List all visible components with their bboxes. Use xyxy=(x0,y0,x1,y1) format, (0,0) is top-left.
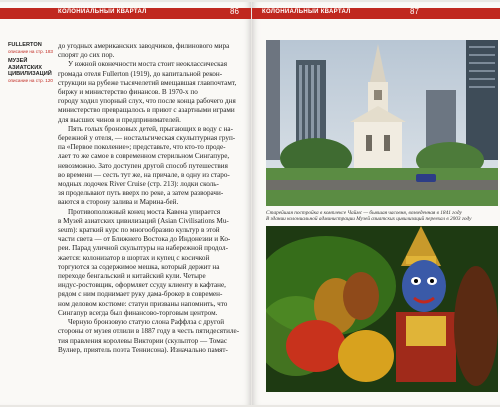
text-line: ваются в сторону залива и Марина-бей. xyxy=(58,198,179,207)
caption-line: В здании колониальной администрации Музей азиатских цивилизаций переехал в 2003 году xyxy=(266,216,472,223)
text-line: спорят до сих пор. xyxy=(58,51,115,60)
side-note-ref: описание на стр. 120 xyxy=(8,77,53,83)
text-line: У южной оконечности моста стоит неоклассическая xyxy=(68,60,227,69)
text-line: части света — от Ближнего Востока до Индонезии и Ко- xyxy=(58,235,231,244)
puppets-photo xyxy=(266,226,498,392)
text-line: в Музей азиатских цивилизаций (Asian Civilisations Mu- xyxy=(58,216,229,225)
text-line: жается: колонизатор в шортах и купец с косичкой xyxy=(58,253,210,262)
text-line: бережной у отеля, — ностальгическая скульптурная груп- xyxy=(58,134,236,143)
text-line: городу ходил упорный слух, что после конца рабочего дня xyxy=(58,97,236,106)
text-line: биржу и министерство финансов. В 1970-х по xyxy=(58,88,198,97)
text-line: зя продельвают путь вверх по реке, а затем разворачи- xyxy=(58,189,224,198)
text-line: переходе бенгальский и китайский кули. Четыре xyxy=(58,272,206,281)
text-line: модных лодочек River Cruise (стр. 213): лодки сколь- xyxy=(58,180,219,189)
photo-caption xyxy=(266,210,494,223)
text-line: струкции на рубеже тысячелетий вмещавшая главпочтамт, xyxy=(58,78,237,87)
right-page xyxy=(252,2,500,405)
text-line: торгуются за содержимое мешка, который держит на xyxy=(58,262,220,271)
page-number: 86 xyxy=(230,7,239,16)
text-line: стороны от музея отлили в 1887 году в честь пятидесятиле- xyxy=(58,327,240,336)
church-illustration xyxy=(266,40,498,206)
text-line: громада отеля Fullerton (1919), до капитальной рекон- xyxy=(58,69,223,78)
side-note-title: FULLERTON xyxy=(8,42,42,48)
text-line: Черную бронзовую статую слона Раффлза с другой xyxy=(68,318,225,327)
text-line: реи. Парад уличной скульптуры на набережной продол- xyxy=(58,244,228,253)
text-line: до угодных американских заводчиков, филинового мира xyxy=(58,42,230,50)
page-number: 87 xyxy=(410,7,419,16)
text-line: лает то же самое в современном стерильном Сингапуре, xyxy=(58,152,230,161)
header-title: КОЛОНИАЛЬНЫЙ КВАРТАЛ xyxy=(58,9,147,15)
text-line: Противоположный конец моста Кавена упирается xyxy=(68,207,221,216)
text-line: министерство превращалось в приют с азартными играми xyxy=(58,106,235,115)
side-note xyxy=(8,42,54,55)
text-line: для высших чинов и предпринимателей. xyxy=(58,115,181,124)
church-photo xyxy=(266,40,498,206)
text-line: Пять голых бронзовых детей, прыгающих в воду с на- xyxy=(68,124,233,133)
side-note-ref: описание на стр. 183 xyxy=(8,48,53,54)
text-line: Вулнер, приятель поэта Теннисона). Изначально памят- xyxy=(58,345,228,354)
text-line: па «Первое поколение»; представьте, что кто-то проде- xyxy=(58,143,226,152)
left-page xyxy=(0,2,251,405)
puppets-illustration xyxy=(266,226,498,392)
side-note-title: МУЗЕЙ АЗИАТСКИХ ЦИВИЛИЗАЦИЙ xyxy=(8,58,52,77)
caption-line: Старейшая постройка в комплексе Чаймс — бывшая часовня, возведенная в 1841 году xyxy=(266,210,462,216)
text-line: ном деловом костюме: статуи призваны напомнить, что xyxy=(58,299,228,308)
text-line: во времени — сесть тут же, на причале, в одну из старо- xyxy=(58,170,230,179)
text-line: индус-ростовщик, оформляет ссуду клиенту в кафтане, xyxy=(58,281,226,290)
text-line: тия правления королевы Виктории (скульптор — Томас xyxy=(58,336,228,345)
header-title: КОЛОНИАЛЬНЫЙ КВАРТАЛ xyxy=(262,9,351,15)
text-line: невозможно. Зато доступен другой способ путешествия xyxy=(58,161,228,170)
body-text xyxy=(58,42,244,355)
side-note xyxy=(8,58,54,84)
text-line: Сингапур всегда был финансово-торговым центром. xyxy=(58,308,218,317)
text-line: рядом с ним поднимает руку дама-брокер в современ- xyxy=(58,290,223,299)
text-line: seum): краткий курс по многообразию культур в этой xyxy=(58,226,220,235)
